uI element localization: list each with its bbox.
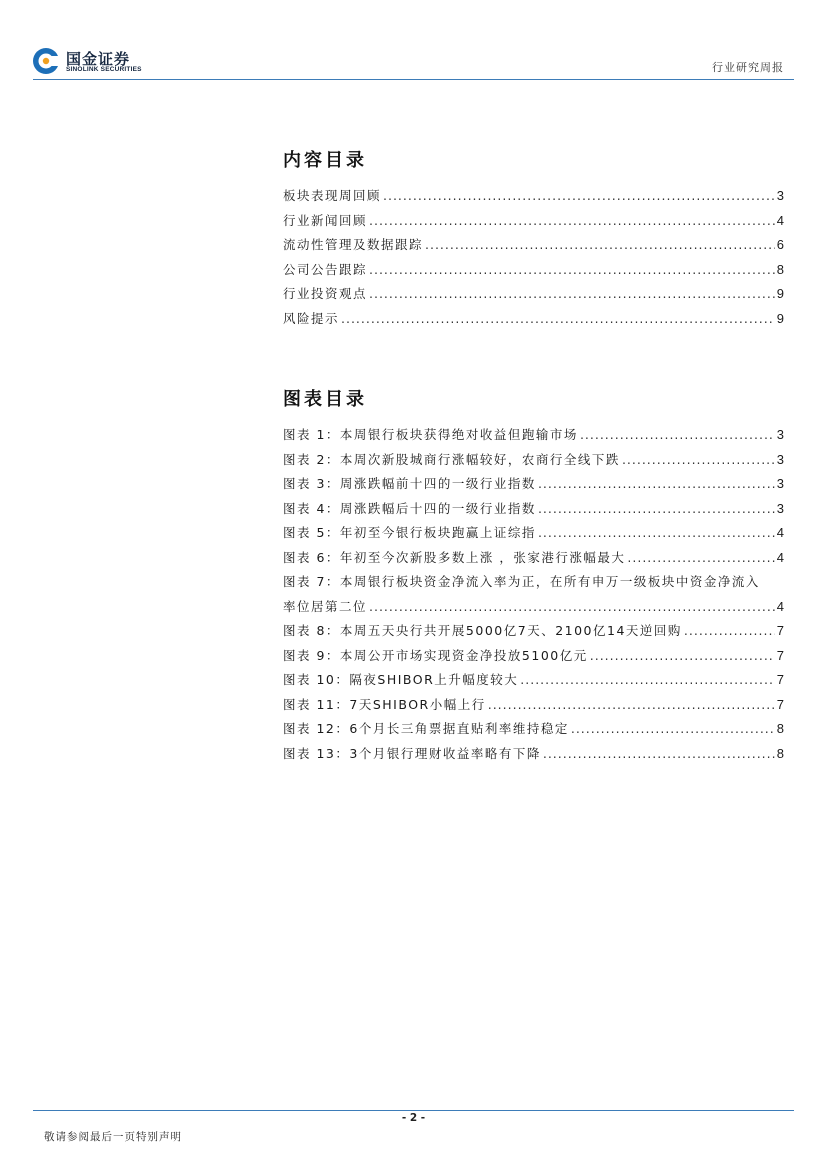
figure-entry-label: 图表 9：本周公开市场实现资金净投放5100亿元 xyxy=(283,647,588,663)
figure-entry[interactable] xyxy=(283,497,784,522)
toc-entry[interactable] xyxy=(283,209,784,234)
toc-entry-page: 3 xyxy=(776,188,784,203)
dot-leader xyxy=(383,184,775,209)
toc-entry-page: 4 xyxy=(776,212,784,228)
figure-entry[interactable] xyxy=(283,742,784,767)
dot-leader xyxy=(580,423,775,448)
figure-entry-page: 7 xyxy=(776,672,784,687)
figure-entry-label: 图表 2：本周次新股城商行涨幅较好，农商行全线下跌 xyxy=(283,451,620,467)
dot-leader xyxy=(369,595,775,620)
figure-entry-label: 图表 11：7天SHIBOR小幅上行 xyxy=(283,696,486,712)
figure-entry-page: 8 xyxy=(776,721,784,736)
dot-leader xyxy=(684,619,775,644)
figure-entry-label: 图表 4：周涨跌幅后十四的一级行业指数 xyxy=(283,500,536,516)
dot-leader xyxy=(341,307,775,332)
footer-disclaimer: 敬请参阅最后一页特别声明 xyxy=(44,1131,182,1143)
toc-entry-label: 风险提示 xyxy=(283,310,340,326)
figure-entry-page: 3 xyxy=(776,500,784,516)
dot-leader xyxy=(538,497,775,522)
figure-entry-label: 图表 10：隔夜SHIBOR上升幅度较大 xyxy=(283,672,519,687)
figure-entry-label: 图表 13：3个月银行理财收益率略有下降 xyxy=(283,745,541,761)
dot-leader xyxy=(543,742,775,767)
figure-entry-label-line2: 率位居第二位 xyxy=(283,598,368,614)
toc-entry-page: 6 xyxy=(776,237,784,252)
dot-leader xyxy=(571,717,775,742)
dot-leader xyxy=(538,472,775,497)
figure-entry-page: 8 xyxy=(776,745,784,761)
dot-leader xyxy=(538,521,775,546)
figure-entry[interactable] xyxy=(283,570,784,619)
content-toc xyxy=(283,150,784,331)
figure-entry-page: 3 xyxy=(776,476,784,491)
figure-entry-label: 图表 6：年初至今次新股多数上涨 ，张家港行涨幅最大 xyxy=(283,549,626,565)
logo-mark-icon xyxy=(32,47,60,75)
header-divider xyxy=(33,79,794,80)
toc-entry-label: 板块表现周回顾 xyxy=(283,188,382,203)
dot-leader xyxy=(622,448,775,473)
toc-entry[interactable] xyxy=(283,282,784,307)
figure-toc xyxy=(283,389,784,766)
figure-entry[interactable] xyxy=(283,472,784,497)
dot-leader xyxy=(627,546,774,571)
content-toc-title: 内容目录 xyxy=(283,150,367,171)
figure-entry[interactable] xyxy=(283,448,784,473)
figure-entry-page: 4 xyxy=(776,549,784,565)
figure-entry[interactable] xyxy=(283,668,784,693)
figure-entry-page: 3 xyxy=(776,427,784,442)
dot-leader xyxy=(369,209,775,234)
toc-entry[interactable] xyxy=(283,307,784,332)
dot-leader xyxy=(369,258,775,283)
figure-entry-label: 图表 8：本周五天央行共开展5000亿7天、2100亿14天逆回购 xyxy=(283,623,682,638)
dot-leader xyxy=(488,693,775,718)
toc-entry-label: 流动性管理及数据跟踪 xyxy=(283,237,424,252)
toc-entry[interactable] xyxy=(283,258,784,283)
dot-leader xyxy=(520,668,774,693)
figure-entry-label: 图表 3：周涨跌幅前十四的一级行业指数 xyxy=(283,476,536,491)
figure-entry-label: 图表 12：6个月长三角票据直贴利率维持稳定 xyxy=(283,721,569,736)
toc-entry[interactable] xyxy=(283,184,784,209)
toc-entry-page: 9 xyxy=(776,286,784,301)
dot-leader xyxy=(369,282,775,307)
figure-entry-label: 图表 5：年初至今银行板块跑赢上证综指 xyxy=(283,525,536,540)
toc-entry[interactable] xyxy=(283,233,784,258)
dot-leader xyxy=(425,233,775,258)
dot-leader xyxy=(590,644,775,669)
footer-divider xyxy=(33,1110,794,1111)
figure-entry[interactable] xyxy=(283,644,784,669)
report-type-label: 行业研究周报 xyxy=(712,61,784,74)
figure-entry[interactable] xyxy=(283,521,784,546)
page-header xyxy=(0,0,827,84)
toc-entry-label: 行业投资观点 xyxy=(283,286,368,301)
logo-chinese-name: 国金证券 xyxy=(66,50,131,68)
company-logo xyxy=(32,47,162,77)
figure-entry[interactable] xyxy=(283,546,784,571)
figure-entry[interactable] xyxy=(283,693,784,718)
figure-entry[interactable] xyxy=(283,717,784,742)
figure-entry-page: 3 xyxy=(776,451,784,467)
figure-entry-label: 图表 1：本周银行板块获得绝对收益但跑输市场 xyxy=(283,427,578,442)
toc-entry-label: 行业新闻回顾 xyxy=(283,212,368,228)
toc-entry-page: 9 xyxy=(776,310,784,326)
figure-entry[interactable] xyxy=(283,619,784,644)
toc-entry-label: 公司公告跟踪 xyxy=(283,261,368,277)
figure-toc-title: 图表目录 xyxy=(283,389,367,410)
figure-entry-page: 4 xyxy=(776,525,784,540)
figure-entry-page: 7 xyxy=(776,623,784,638)
toc-entry-page: 8 xyxy=(776,261,784,277)
page-number: - 2 - xyxy=(401,1112,426,1124)
figure-entry-label-line1: 图表 7：本周银行板块资金净流入率为正，在所有申万一级板块中资金净流入 xyxy=(283,574,760,589)
figure-entry-page: 7 xyxy=(776,696,784,712)
figure-entry[interactable] xyxy=(283,423,784,448)
logo-english-name: SINOLINK SECURITIES xyxy=(66,66,142,73)
figure-entry-page: 4 xyxy=(776,598,784,614)
figure-entry-page: 7 xyxy=(776,647,784,663)
